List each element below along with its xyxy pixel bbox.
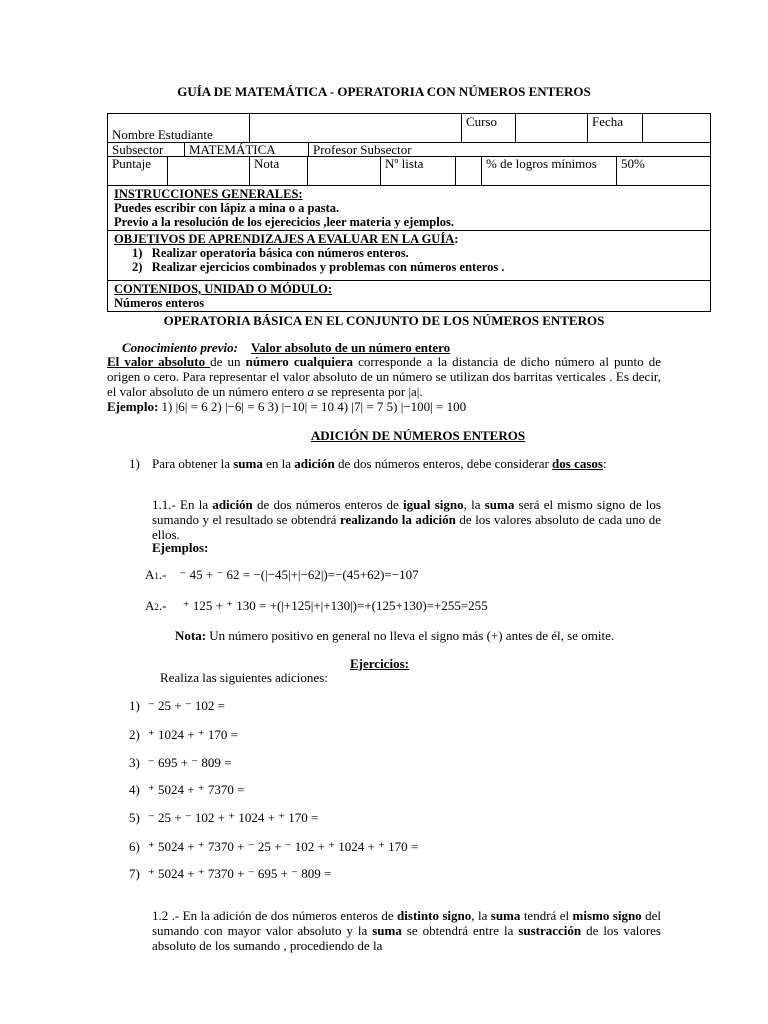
ejemplo-valor-absoluto: Ejemplo: 1) |6| = 6 2) |−6| = 6 3) |−10| = 10 4) |7| = 7 5) |−100| = 100 xyxy=(107,399,467,414)
subsector-value: MATEMÁTICA xyxy=(185,143,309,156)
exercise-expression: ⁺ 5024 + ⁺ 7370 + ⁻ 25 + ⁻ 102 + ⁺ 1024 + ⁺ 170 = xyxy=(147,839,419,854)
exercise-number: 1) xyxy=(129,698,140,713)
profesor-label: Profesor Subsector xyxy=(313,143,412,156)
puntaje-label: Puntaje xyxy=(108,157,168,185)
conocimiento-previo: Conocimiento previo: Valor absoluto de un número entero xyxy=(122,340,451,355)
curso-field[interactable] xyxy=(516,114,588,142)
realiza-instruccion: Realiza las siguientes adiciones: xyxy=(160,670,328,685)
adicion-title: ADICIÓN DE NÚMEROS ENTEROS xyxy=(310,428,526,443)
exercise-expression: ⁺ 1024 + ⁺ 170 = xyxy=(147,727,238,742)
contenidos-value: Números enteros xyxy=(114,296,205,310)
exercise-expression: ⁺ 5024 + ⁺ 7370 + ⁻ 695 + ⁻ 809 = xyxy=(147,866,332,881)
contenidos-heading: CONTENIDOS, UNIDAD O MÓDULO: xyxy=(114,282,333,296)
curso-label: Curso xyxy=(462,114,516,142)
ejercicios-label: Ejercicios: xyxy=(350,656,409,671)
nota-field[interactable] xyxy=(308,157,381,185)
valor-absoluto-paragraph: El valor absoluto de un número cualquiera corresponde a la distancia de dicho número al punto de origen o cero. Para representar el valor absoluto de un número se utilizan dos barritas verticales . Es decir, el valor absoluto de un número entero a se representa por |a|. xyxy=(107,354,662,399)
ejemplo-a2: A2.- ⁺ 125 + ⁺ 130 = +(|+125|+|+130|)=+(125+130)=+255=255 xyxy=(145,598,488,613)
student-info-form xyxy=(107,113,711,312)
exercise-item xyxy=(129,810,318,826)
logros-value: 50% xyxy=(621,157,645,171)
subsector-label: Subsector xyxy=(108,143,185,156)
instrucciones-line-2: Previo a la resolución de los ejerecicios ,leer materia y ejemplos. xyxy=(114,215,454,229)
exercise-number: 3) xyxy=(129,755,140,770)
exercise-item xyxy=(129,866,331,882)
exercise-item xyxy=(129,698,225,714)
nota-paragraph: Nota: Un número positivo en general no lleva el signo más (+) antes de él, se omite. xyxy=(175,628,615,643)
form-row-student xyxy=(108,114,710,143)
nombre-estudiante-field[interactable] xyxy=(250,114,462,142)
ejemplos-label: Ejemplos: xyxy=(152,540,209,555)
instrucciones-block xyxy=(108,186,710,231)
exercise-number: 2) xyxy=(129,727,140,742)
contenidos-block xyxy=(108,281,710,311)
exercise-item xyxy=(129,755,231,771)
logros-label: % de logros mínimos xyxy=(482,157,617,185)
objetivos-block: OBJETIVOS DE APRENDIZAJES A EVALUAR EN LA GUÍA: 1) Realizar operatoria básica con números enteros. 2) Realizar ejercicios combinados y problemas con números enteros . xyxy=(108,231,710,281)
exercise-number: 5) xyxy=(129,810,140,825)
puntaje-field[interactable] xyxy=(168,157,250,185)
instrucciones-heading: INSTRUCCIONES GENERALES: xyxy=(114,187,303,201)
exercise-number: 4) xyxy=(129,782,140,797)
exercise-item xyxy=(129,839,418,855)
exercise-expression: ⁺ 5024 + ⁺ 7370 = xyxy=(147,782,245,797)
adicion-item-1-number: 1) xyxy=(129,456,140,471)
caso-1-2-paragraph: 1.2 .- En la adición de dos números enteros de distinto signo, la suma tendrá el mismo signo del sumando con mayor valor absoluto y la suma se obtendrá entre la sustracción de los valores absoluto de los sumando , procediendo de la xyxy=(152,908,661,953)
page-title: GUÍA DE MATEMÁTICA - OPERATORIA CON NÚMEROS ENTEROS xyxy=(177,84,591,99)
exercise-number: 6) xyxy=(129,839,140,854)
exercise-number: 7) xyxy=(129,866,140,881)
nota-label: Nota xyxy=(250,157,308,185)
fecha-label: Fecha xyxy=(588,114,643,142)
objetivo-item-1: 1) Realizar operatoria básica con números enteros. xyxy=(132,246,409,260)
n-lista-label: Nº lista xyxy=(381,157,456,185)
exercise-expression: ⁻ 25 + ⁻ 102 + ⁺ 1024 + ⁺ 170 = xyxy=(147,810,319,825)
section-operatoria-title: OPERATORIA BÁSICA EN EL CONJUNTO DE LOS NÚMEROS ENTEROS xyxy=(163,313,605,328)
caso-1-1-paragraph: 1.1.- En la adición de dos números enteros de igual signo, la suma será el mismo signo de los sumando y el resultado se obtendrá realizando la adición de los valores absoluto de cada uno de ellos. xyxy=(152,497,661,542)
fecha-field[interactable] xyxy=(643,114,710,142)
form-row-puntaje xyxy=(108,157,710,186)
exercise-expression: ⁻ 25 + ⁻ 102 = xyxy=(147,698,225,713)
exercise-expression: ⁻ 695 + ⁻ 809 = xyxy=(147,755,232,770)
exercise-item xyxy=(129,727,238,743)
exercise-item xyxy=(129,782,244,798)
instrucciones-line-1: Puedes escribir con lápiz a mina o a pasta. xyxy=(114,201,340,215)
objetivos-heading: OBJETIVOS DE APRENDIZAJES A EVALUAR EN LA GUÍA xyxy=(114,232,455,246)
n-lista-field[interactable] xyxy=(456,157,482,185)
ejemplo-a1: A1.- ⁻ 45 + ⁻ 62 = −(|−45|+|−62|)=−(45+62)=−107 xyxy=(145,567,419,582)
form-row-subsector xyxy=(108,143,710,157)
nombre-estudiante-label: Nombre Estudiante xyxy=(108,114,250,142)
objetivo-item-2: 2) Realizar ejercicios combinados y problemas con números enteros . xyxy=(132,260,505,274)
adicion-item-1-text: Para obtener la suma en la adición de dos números enteros, debe considerar dos casos: xyxy=(152,456,607,471)
